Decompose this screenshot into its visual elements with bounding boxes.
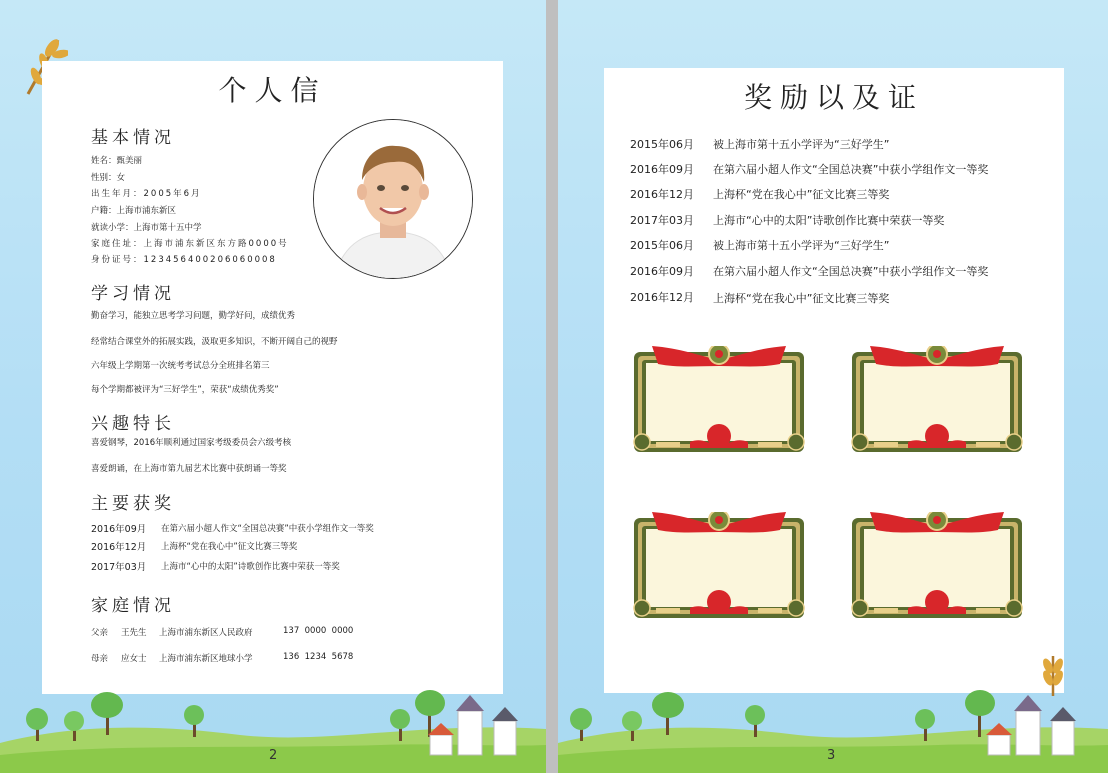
award-text: 在第六届小超人作文“全国总决赛”中获小学组作文一等奖	[161, 524, 374, 534]
family-relation: 母亲	[91, 654, 109, 664]
award-date: 2017年03月	[91, 562, 147, 573]
study-line: 经常结合课堂外的拓展实践，汲取更多知识，不断开阔自己的视野	[91, 337, 338, 347]
family-phone: 136 1234 5678	[283, 652, 354, 662]
resume-page-2	[0, 0, 546, 773]
resume-page-3	[558, 0, 1108, 773]
award-text: 上海杯“党在我心中”征文比赛三等奖	[161, 542, 298, 552]
award-date: 2015年06月	[630, 138, 694, 151]
family-heading: 家庭情况	[91, 596, 175, 616]
award-text: 上海杯“党在我心中”征文比赛三等奖	[713, 188, 890, 201]
family-name: 应女士	[121, 654, 147, 664]
house-icon	[986, 695, 1076, 755]
basic-line: 家庭住址：上海市浦东新区东方路0000号	[91, 239, 289, 249]
award-text: 在第六届小超人作文“全国总决赛”中获小学组作文一等奖	[713, 163, 989, 176]
award-date: 2016年12月	[91, 542, 147, 553]
basic-line: 出生年月：2005年6月	[91, 189, 202, 199]
award-date: 2016年09月	[630, 265, 694, 278]
award-date: 2016年09月	[91, 524, 147, 535]
page-number: 2	[269, 748, 278, 763]
award-date: 2016年12月	[630, 291, 694, 304]
award-date: 2017年03月	[630, 214, 694, 227]
award-text: 被上海市第十五小学评为“三好学生”	[713, 138, 890, 151]
certificate-frame-3	[630, 512, 808, 624]
award-text: 上海杯“党在我心中”征文比赛三等奖	[713, 292, 890, 305]
award-text: 上海市“心中的太阳”诗歌创作比赛中荣获一等奖	[161, 562, 340, 572]
certificate-frame-1	[630, 346, 808, 458]
certificate-frame-2	[848, 346, 1026, 458]
awards-sheet	[604, 68, 1064, 693]
hobby-heading: 兴趣特长	[91, 414, 175, 434]
study-line: 六年级上学期第一次统考考试总分全班排名第三	[91, 361, 270, 371]
family-work: 上海市浦东新区人民政府	[159, 628, 253, 638]
page-number: 3	[827, 748, 836, 763]
basic-line: 姓名：甄美丽	[91, 156, 143, 166]
award-date: 2016年12月	[630, 188, 694, 201]
award-text: 在第六届小超人作文“全国总决赛”中获小学组作文一等奖	[713, 265, 989, 278]
study-line: 勤奋学习，能独立思考学习问题，勤学好问，成绩优秀	[91, 311, 296, 321]
award-text: 被上海市第十五小学评为“三好学生”	[713, 239, 890, 252]
basic-line: 性别：女	[91, 173, 126, 183]
profile-photo	[313, 119, 473, 279]
page-title: 个人信	[218, 74, 327, 107]
page-title: 奖励以及证	[743, 81, 924, 114]
resume-sheet	[42, 61, 503, 694]
family-phone: 137 0000 0000	[283, 626, 354, 636]
awards-heading: 主要获奖	[91, 494, 175, 514]
award-text: 上海市“心中的太阳”诗歌创作比赛中荣获一等奖	[713, 214, 945, 227]
study-heading: 学习情况	[91, 284, 175, 304]
family-name: 王先生	[121, 628, 147, 638]
basic-line: 身份证号：123456400206060008	[91, 255, 277, 265]
basic-info-heading: 基本情况	[91, 128, 175, 148]
family-work: 上海市浦东新区地球小学	[159, 654, 253, 664]
award-date: 2015年06月	[630, 239, 694, 252]
certificate-frame-4	[848, 512, 1026, 624]
basic-line: 就读小学：上海市第十五中学	[91, 223, 202, 233]
study-line: 每个学期都被评为“三好学生”，荣获“成绩优秀奖”	[91, 385, 279, 395]
basic-line: 户籍：上海市浦东新区	[91, 206, 177, 216]
hobby-line: 喜爱钢琴，2016年顺利通过国家考级委员会六级考核	[91, 438, 292, 448]
hobby-line: 喜爱朗诵，在上海市第九届艺术比赛中获朗诵一等奖	[91, 464, 287, 474]
award-date: 2016年09月	[630, 163, 694, 176]
family-relation: 父亲	[91, 628, 109, 638]
